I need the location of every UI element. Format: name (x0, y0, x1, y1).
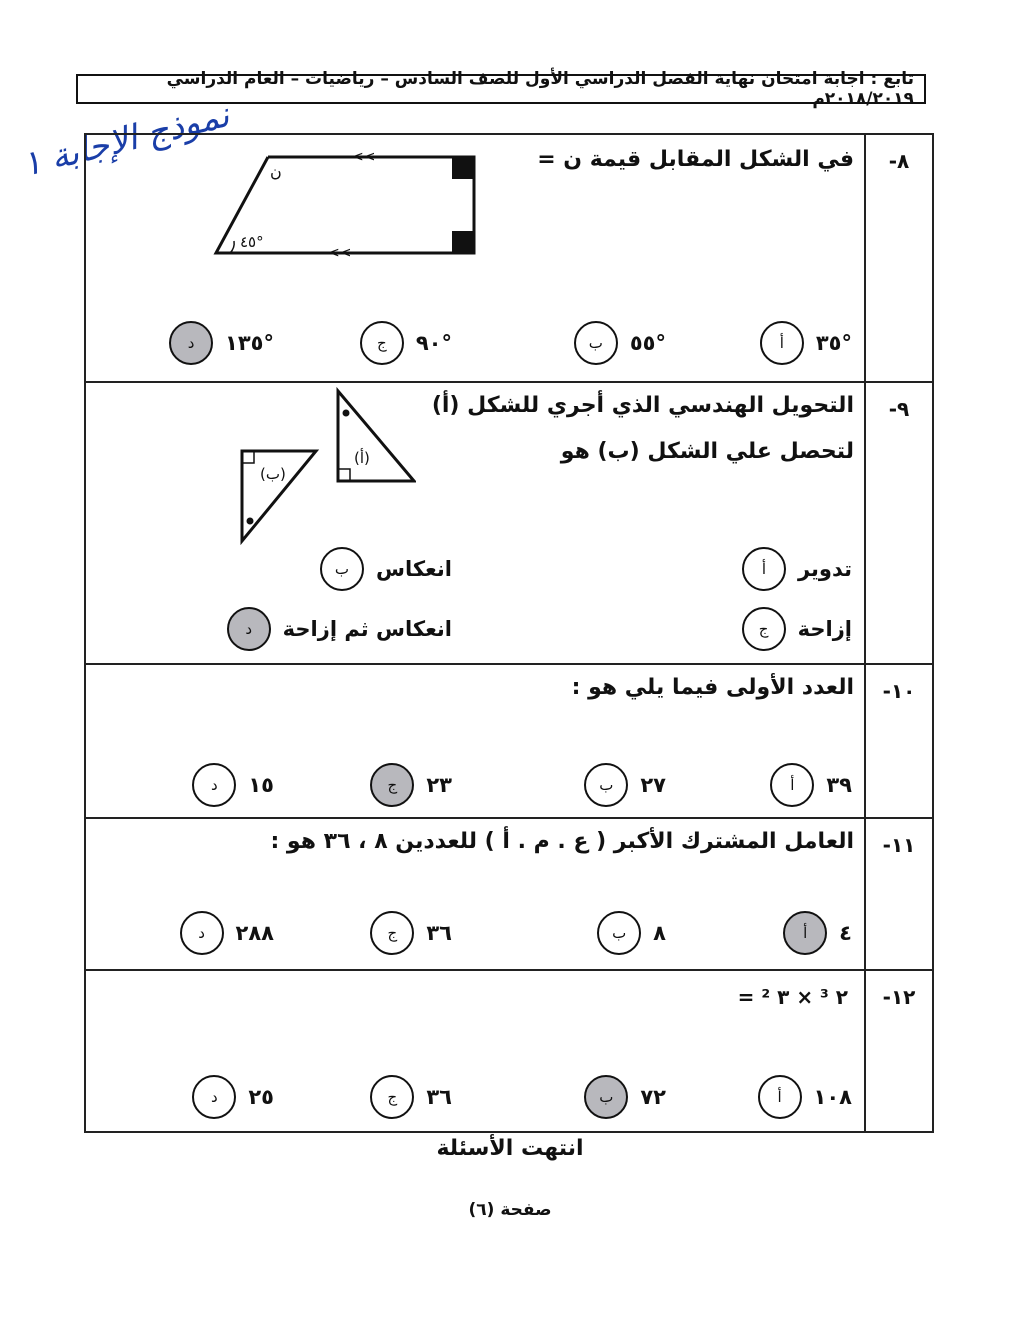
choice-letter: د (169, 321, 213, 365)
choice-letter: د (180, 911, 224, 955)
choice-value: °٩٠ (415, 331, 452, 355)
question-text-line2: لتحصل علي الشكل (ب) هو (560, 439, 854, 464)
question-number: ١١- (865, 818, 933, 970)
choice-value: °٥٥ (629, 331, 666, 355)
choice-b[interactable] (584, 763, 666, 807)
question-row (85, 818, 933, 970)
exam-header-text: تابع : اجابة امتحان نهاية الفصل الدراسي الأول للصف السادس – رياضيات – العام الدراسي ٢٠١٨/٢٠١٩م (166, 69, 914, 109)
label-n: ن (270, 162, 282, 181)
svg-text:<<: << (328, 245, 352, 261)
choice-letter: ج (370, 911, 414, 955)
choice-value: ٢٧ (640, 773, 666, 797)
choice-value: ٢٥ (248, 1085, 274, 1109)
choice-letter: د (192, 763, 236, 807)
choice-value: ٤ (839, 921, 852, 945)
handwritten-note: نموذج الإجابة ١ (18, 95, 234, 185)
choice-c[interactable] (370, 1075, 452, 1119)
question-number: ١٠- (865, 664, 933, 818)
choice-value: ٨ (653, 921, 666, 945)
choice-letter: ج (370, 763, 414, 807)
choice-value: ١٠٨ (813, 1085, 852, 1109)
choice-value: إزاحة (797, 617, 852, 641)
question-text: ٢ ³ × ٣ ² = (737, 985, 848, 1009)
choice-letter: ب (584, 1075, 628, 1119)
choice-letter: أ (758, 1075, 802, 1119)
choice-letter: د (192, 1075, 236, 1119)
choice-value: تدوير (797, 557, 852, 581)
choice-a[interactable] (783, 911, 852, 955)
triangles-figure (236, 387, 416, 545)
choice-value: ٧٢ (640, 1085, 666, 1109)
choice-letter: ج (370, 1075, 414, 1119)
choice-d[interactable] (192, 763, 274, 807)
question-row (85, 134, 933, 382)
choice-value: ١٥ (248, 773, 274, 797)
question-text: في الشكل المقابل قيمة ن = (537, 147, 854, 172)
choice-b[interactable] (320, 547, 452, 591)
question-text: العامل المشترك الأكبر ( ع . م . أ ) للعددين ٨ ، ٣٦ هو : (270, 829, 854, 854)
end-of-questions: انتهت الأسئلة (436, 1136, 584, 1161)
choice-c[interactable] (742, 607, 852, 651)
choice-value: ٣٦ (426, 1085, 452, 1109)
question-text: التحويل الهندسي الذي أجري للشكل (أ) (431, 393, 854, 418)
choice-letter: ب (320, 547, 364, 591)
choice-letter: أ (783, 911, 827, 955)
choice-b[interactable] (584, 1075, 666, 1119)
question-text: العدد الأولى فيما يلي هو : (571, 675, 854, 700)
label-angle: ٤٥° (240, 233, 264, 251)
choice-value: °٣٥ (815, 331, 852, 355)
choice-a[interactable] (770, 763, 852, 807)
question-row (85, 664, 933, 818)
choice-letter: ب (597, 911, 641, 955)
choice-b[interactable] (574, 321, 666, 365)
choice-letter: ب (584, 763, 628, 807)
choice-letter: أ (742, 547, 786, 591)
choice-b[interactable] (597, 911, 666, 955)
trapezoid-figure (212, 149, 476, 261)
choice-value: °١٣٥ (225, 331, 274, 355)
choice-value: ٢٣ (426, 773, 452, 797)
question-row (85, 382, 933, 664)
choice-a[interactable] (742, 547, 852, 591)
choice-letter: ب (574, 321, 618, 365)
choice-d[interactable] (192, 1075, 274, 1119)
choice-value: ٢٨٨ (235, 921, 274, 945)
choice-letter: د (227, 607, 271, 651)
choice-letter: ج (360, 321, 404, 365)
choice-letter: أ (760, 321, 804, 365)
question-number: ١٢- (865, 970, 933, 1132)
choice-a[interactable] (758, 1075, 852, 1119)
choice-letter: أ (770, 763, 814, 807)
choice-c[interactable] (360, 321, 452, 365)
label-b: (ب) (260, 465, 286, 483)
choice-letter: ج (742, 607, 786, 651)
question-number: ٨- (865, 134, 933, 382)
choice-a[interactable] (760, 321, 852, 365)
choice-d[interactable] (180, 911, 274, 955)
svg-text:<<: << (352, 149, 376, 165)
choice-value: ٣٩ (826, 773, 852, 797)
choice-value: ٣٦ (426, 921, 452, 945)
label-a: (أ) (354, 449, 370, 467)
choice-c[interactable] (370, 911, 452, 955)
choice-value: انعكاس (375, 557, 452, 581)
choice-d[interactable] (227, 607, 452, 651)
page-number: صفحة (٦) (468, 1200, 552, 1220)
questions-table (84, 133, 934, 1133)
choice-c[interactable] (370, 763, 452, 807)
question-number: ٩- (865, 382, 933, 664)
choice-value: انعكاس ثم إزاحة (282, 617, 452, 641)
choice-d[interactable] (169, 321, 274, 365)
question-row (85, 970, 933, 1132)
